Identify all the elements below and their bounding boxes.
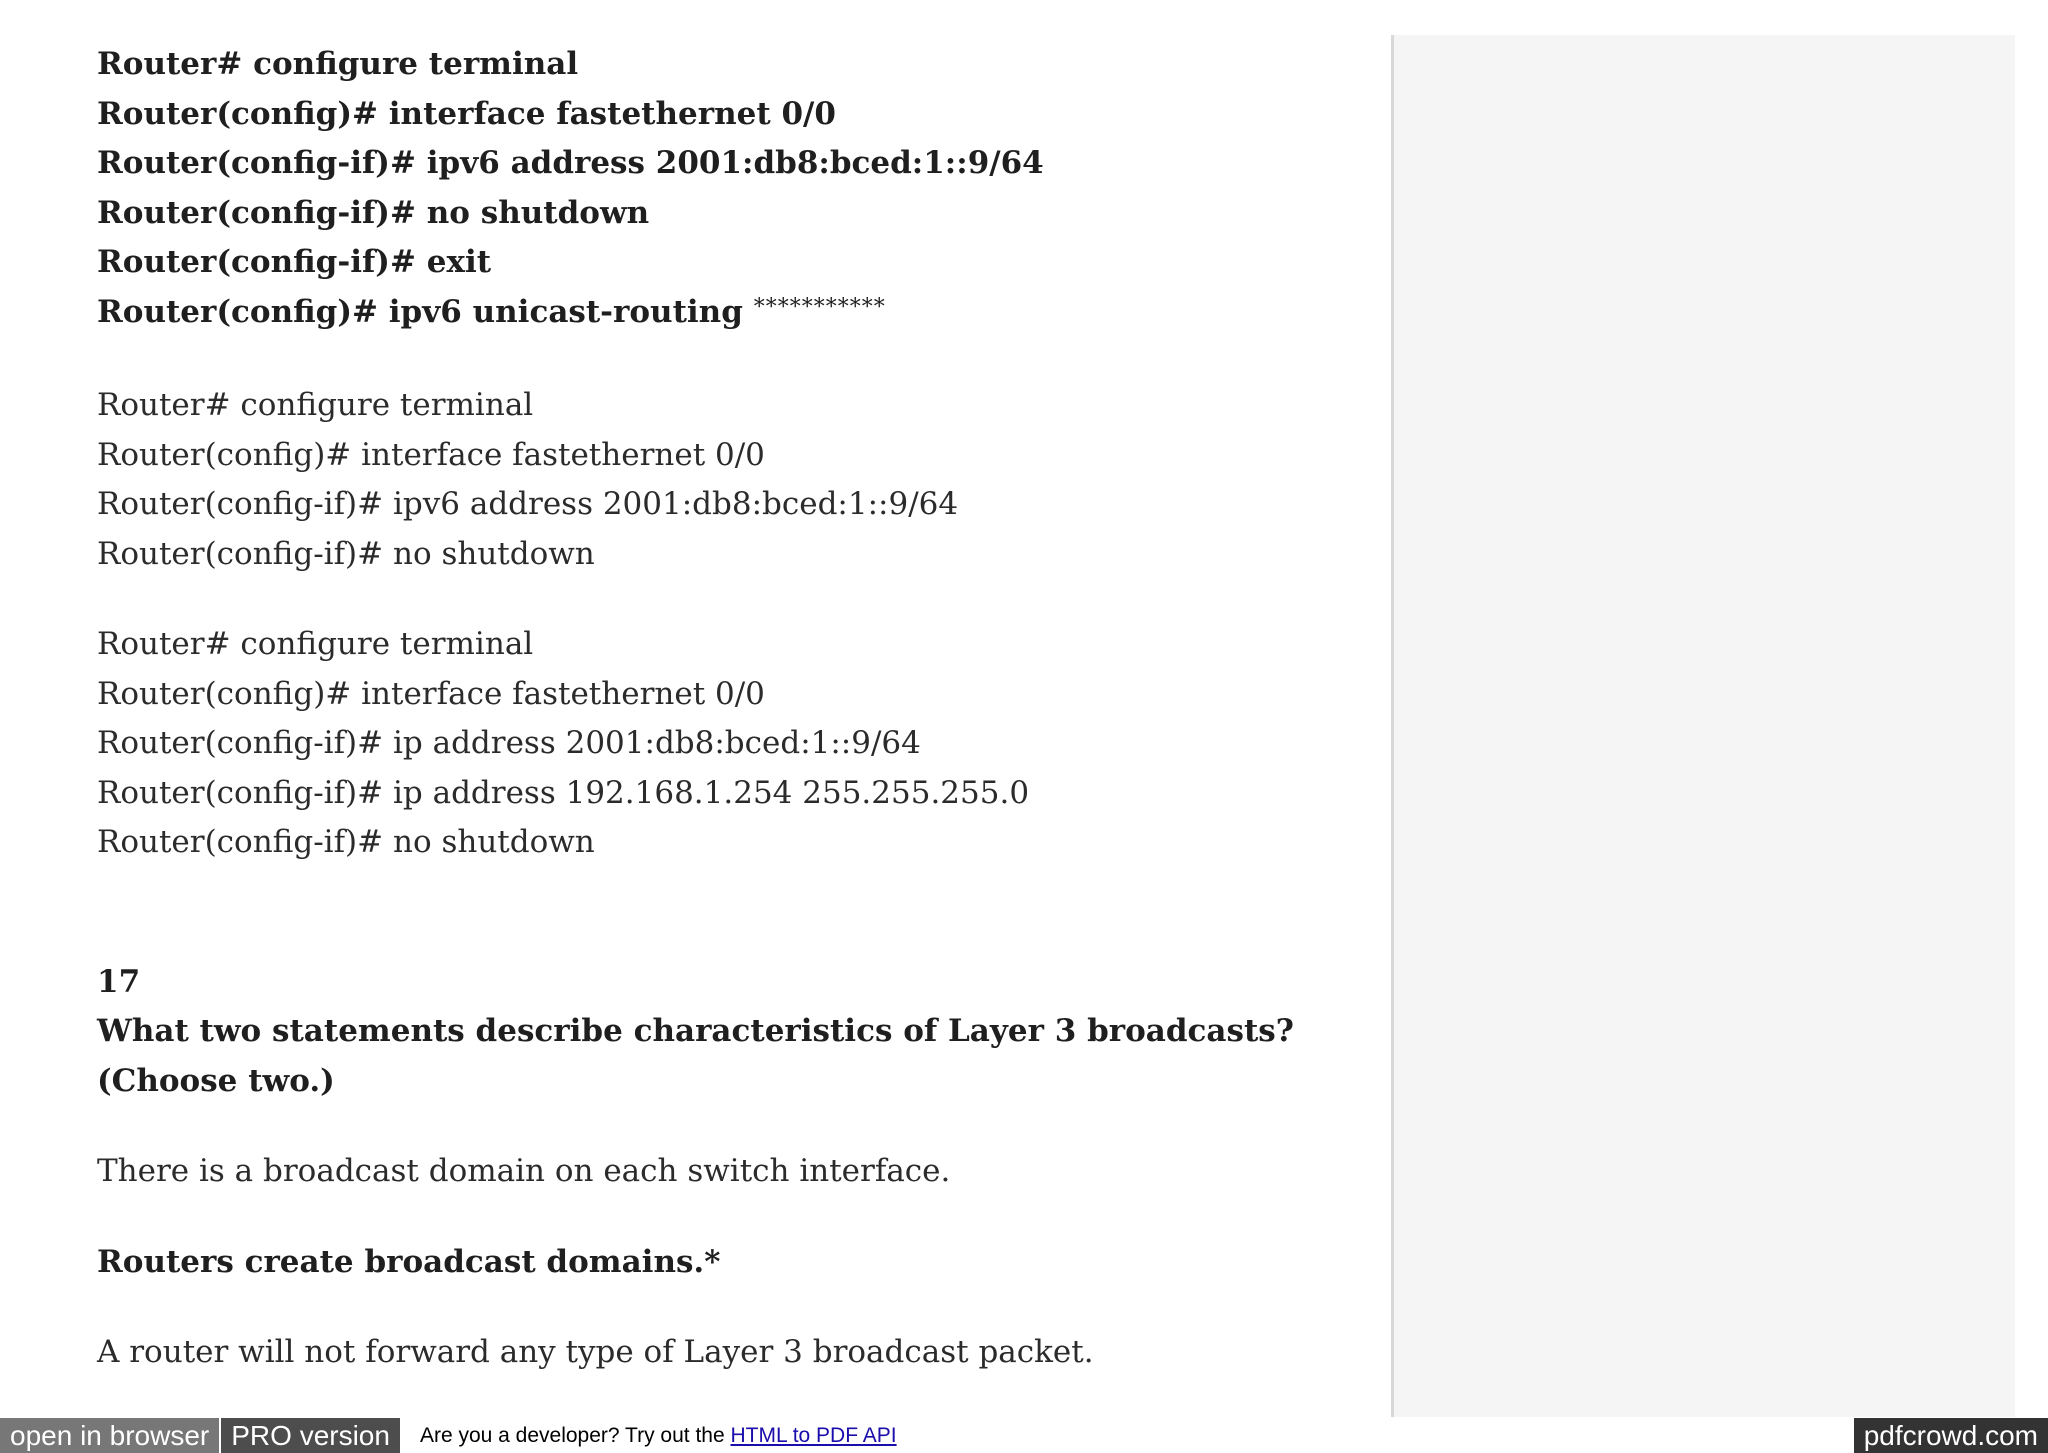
command-line: Router(config)# interface fastethernet 0/0 — [97, 675, 765, 712]
answer-option-correct: Routers create broadcast domains.* — [97, 1243, 721, 1280]
correct-marker: *********** — [753, 294, 886, 320]
command-line: Router(config-if)# no shutdown — [97, 535, 595, 572]
command-text: Router(config)# ipv6 unicast-routing — [97, 293, 743, 330]
command-line-correct — [97, 288, 1347, 341]
document-content — [97, 40, 1347, 1378]
command-line: Router(config-if)# ip address 192.168.1.254 255.255.255.0 — [97, 774, 1030, 811]
command-line: Router# configure terminal — [97, 626, 534, 662]
command-line: Router# configure terminal — [97, 46, 579, 82]
sidebar-panel — [1391, 35, 2015, 1417]
answer-option: A router will not forward any type of Layer 3 broadcast packet. — [97, 1334, 1094, 1370]
open-in-browser-button[interactable]: open in browser — [0, 1418, 219, 1453]
command-line: Router(config-if)# no shutdown — [97, 194, 650, 231]
command-line: Router(config)# interface fastethernet 0/0 — [97, 436, 765, 473]
command-line: Router(config-if)# no shutdown — [97, 824, 595, 860]
pro-version-button[interactable]: PRO version — [221, 1418, 400, 1453]
html-to-pdf-api-link[interactable]: HTML to PDF API — [730, 1423, 897, 1447]
command-line: Router(config)# interface fastethernet 0/0 — [97, 95, 836, 132]
command-line: Router(config-if)# ip address 2001:db8:bced:1::9/64 — [97, 725, 921, 761]
developer-promo — [420, 1424, 897, 1448]
command-line: Router(config-if)# exit — [97, 244, 492, 280]
developer-promo-text: Are you a developer? Try out the — [419, 1423, 725, 1447]
pdfcrowd-brand-link[interactable]: pdfcrowd.com — [1854, 1418, 2048, 1453]
command-line: Router(config-if)# ipv6 address 2001:db8:bced:1::9/64 — [97, 145, 1044, 181]
answer-option: There is a broadcast domain on each switch interface. — [97, 1153, 951, 1189]
question-text: What two statements describe characteristics of Layer 3 broadcasts? (Choose two.) — [97, 1013, 1294, 1099]
command-line: Router(config-if)# ipv6 address 2001:db8:bced:1::9/64 — [97, 486, 959, 522]
command-line: Router# configure terminal — [97, 387, 534, 423]
footer-bar — [0, 1418, 897, 1453]
question-number: 17 — [97, 963, 141, 1000]
